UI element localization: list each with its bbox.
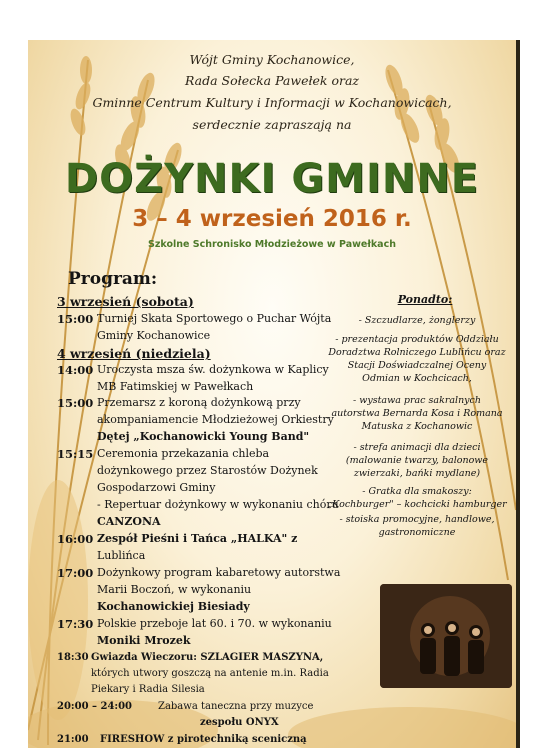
ponadto-item xyxy=(322,394,512,433)
ponadto-item xyxy=(322,485,512,511)
event-description: Turniej Skata Sportowego o Puchar Wójta xyxy=(97,312,332,325)
event-time: 15:00 xyxy=(57,396,94,410)
event-description: Gminy Kochanowice xyxy=(97,329,211,342)
event-description: Zabawa taneczna przy muzyce xyxy=(158,701,314,712)
event-description: CANZONA xyxy=(97,515,161,528)
event-description: Dętej „Kochanowicki Young Band" xyxy=(97,430,310,443)
event-description: akompaniamencie Młodzieżowej Orkiestry xyxy=(97,413,334,426)
event-description: Uroczysta msza św. dożynkowa w Kaplicy xyxy=(97,363,329,376)
ponadto-heading: Ponadto: xyxy=(397,293,453,306)
ponadto-line: „Kochburger" – kochcicki hamburger xyxy=(327,499,507,510)
event-description: Lublińca xyxy=(97,549,146,562)
event-time: 15:15 xyxy=(57,447,94,461)
ponadto-line: zwierzaki, bańki mydlane) xyxy=(353,468,481,479)
event-title: DOŻYNKI GMINNE xyxy=(64,156,480,202)
day2-heading: 4 wrzesień (niedziela) xyxy=(57,346,211,361)
ponadto-line: - Gratka dla smakoszy: xyxy=(362,486,472,497)
event-description: Marii Boczoń, w wykonaniu xyxy=(97,583,252,596)
ponadto-line: autorstwa Bernarda Kosa i Romana xyxy=(331,408,503,419)
event-time: 17:00 xyxy=(57,566,94,580)
ponadto-line: - wystawa prac sakralnych xyxy=(353,395,481,406)
ponadto-item xyxy=(322,314,512,327)
event-time: 21:00 xyxy=(57,734,89,745)
ponadto-item xyxy=(322,333,512,385)
band-photo xyxy=(380,584,512,688)
ponadto-item xyxy=(322,441,512,480)
event-description: - Repertuar dożynkowy w wykonaniu chóru xyxy=(97,498,339,511)
invitation-line-1: Wójt Gminy Kochanowice, xyxy=(189,52,355,67)
invitation-line-2: Rada Sołecka Pawełek oraz xyxy=(184,73,360,88)
event-time: 14:00 xyxy=(57,363,94,377)
event-description: Przemarsz z koroną dożynkową przy xyxy=(97,396,301,409)
band-photo-illustration xyxy=(380,584,512,688)
event-description: Gospodarzowi Gminy xyxy=(97,481,216,494)
event-description: Gwiazda Wieczoru: SZLAGIER MASZYNA, xyxy=(91,652,324,663)
poster xyxy=(28,40,516,748)
event-description: Zespół Pieśni i Tańca „HALKA" z xyxy=(97,532,298,545)
ponadto-line: gastronomiczne xyxy=(378,527,456,538)
event-dates: 3 – 4 wrzesień 2016 r. xyxy=(132,206,412,232)
event-description: dożynkowego przez Starostów Dożynek xyxy=(97,464,318,477)
scan-edge xyxy=(516,40,520,748)
ponadto-line: - Szczudlarze, żonglerzy xyxy=(358,315,476,326)
ponadto-line: Matuska z Kochanowic xyxy=(361,421,473,432)
day1-heading: 3 wrzesień (sobota) xyxy=(57,294,194,309)
event-time: 16:00 xyxy=(57,532,94,546)
event-description: FIRESHOW z pirotechniką sceniczną xyxy=(100,734,307,745)
event-description: MB Fatimskiej w Pawełkach xyxy=(97,380,254,393)
event-description: zespołu ONYX xyxy=(200,717,279,728)
program-heading: Program: xyxy=(68,269,158,289)
ponadto-line: - stoiska promocyjne, handlowe, xyxy=(339,514,495,525)
event-description: Ceremonia przekazania chleba xyxy=(97,447,270,460)
event-time: 17:30 xyxy=(57,617,94,631)
event-description: Kochanowickiej Biesiady xyxy=(97,600,250,613)
event-time: 15:00 xyxy=(57,312,94,326)
ponadto-line: Odmian w Kochcicach, xyxy=(362,373,472,384)
event-description: Dożynkowy program kabaretowy autorstwa xyxy=(97,566,341,579)
invitation-line-4: serdecznie zapraszają na xyxy=(192,117,352,132)
event-description: Moniki Mrozek xyxy=(97,634,191,647)
event-description: których utwory goszczą na antenie m.in. Radia xyxy=(91,668,329,679)
event-time: 20:00 – 24:00 xyxy=(57,701,133,712)
ponadto-line: - prezentacja produktów Oddziału xyxy=(335,334,499,345)
invitation-line-3: Gminne Centrum Kultury i Informacji w Kochanowicach, xyxy=(92,95,452,110)
event-venue: Szkolne Schronisko Młodzieżowe w Pawełkach xyxy=(148,239,396,250)
event-description: Piekary i Radia Silesia xyxy=(91,684,205,695)
ponadto-line: (malowanie twarzy, balonowe xyxy=(345,455,489,466)
ponadto-line: Doradztwa Rolniczego Lublińcu oraz xyxy=(328,347,506,358)
ponadto-line: - strefa animacji dla dzieci xyxy=(353,442,481,453)
ponadto-line: Stacji Doświadczalnej Oceny xyxy=(347,360,487,371)
ponadto-item xyxy=(322,513,512,539)
event-description: Polskie przeboje lat 60. i 70. w wykonaniu xyxy=(97,617,332,630)
event-time: 18:30 xyxy=(57,652,89,663)
